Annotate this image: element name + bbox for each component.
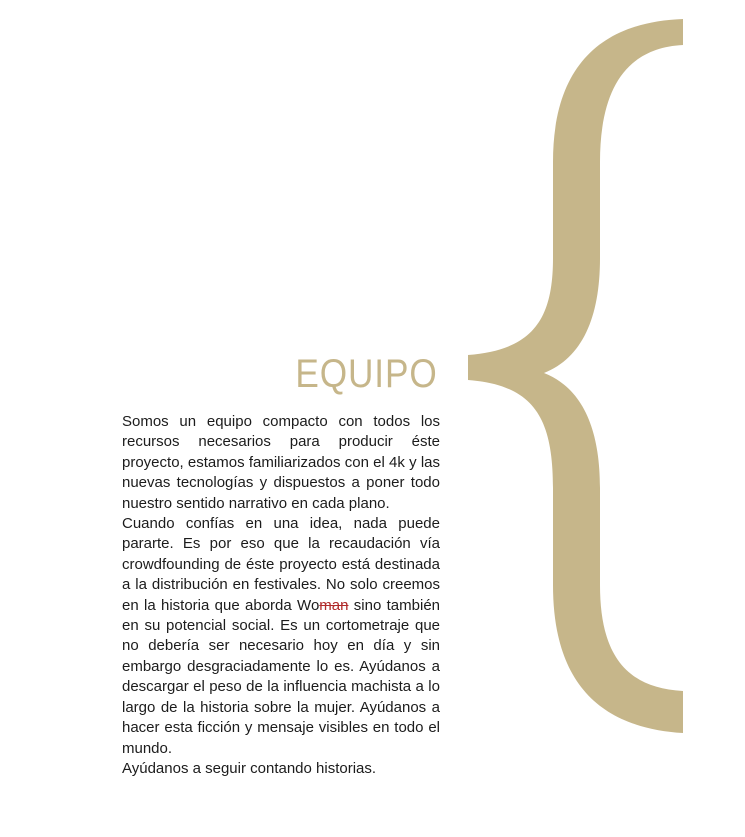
paragraph-closing: Ayúdanos a seguir contando historias. bbox=[122, 759, 377, 777]
body-text bbox=[122, 412, 440, 779]
paragraph-text-before: Cuando confías en una idea, nada puede pararte. Es por eso que la recaudación vía crowdfounding de éste proyecto está destinada a la distribución en festivales. No solo creemos en la historia que aborda Wo bbox=[122, 515, 440, 614]
section-title: EQUIPO bbox=[295, 352, 438, 396]
paragraph-intro: Somos un equipo compacto con todos los recursos necesarios para producir éste proyecto, estamos familiarizados con el 4k y las nuevas tecnologías y dispuestos a poner todo nuestro sentido narrativo en cada plano. bbox=[122, 413, 440, 512]
struck-text: man bbox=[319, 596, 349, 614]
paragraph-crowdfunding bbox=[122, 514, 440, 759]
paragraph-text-after: sino también en su potencial social. Es un cortometraje que no debería ser necesario hoy en día y sin embargo desgraciadamente lo es. Ayúdanos a descargar el peso de la influencia machista a lo largo de la historia sobre la mujer. Ayúdanos a hacer esta ficción y mensaje visibles en todo el mundo. bbox=[122, 596, 441, 757]
